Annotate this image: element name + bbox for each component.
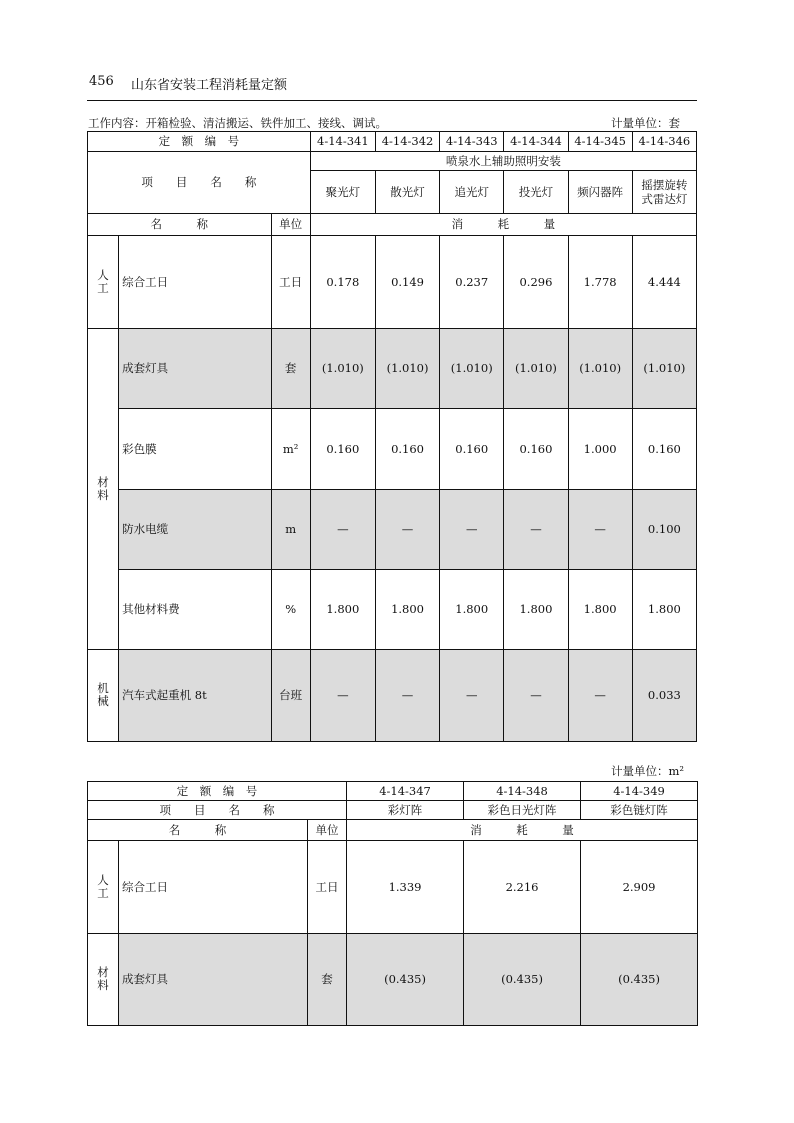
unit-col-header: 单位 xyxy=(271,214,310,236)
value-cell: 1.800 xyxy=(375,570,439,650)
value-cell: 0.160 xyxy=(310,409,375,490)
item-name-label: 项 目 名 称 xyxy=(88,801,347,820)
code-cell: 4-14-349 xyxy=(581,782,698,801)
work-content: 工作内容：开箱检验、清洁搬运、铁件加工、接线、调试。 xyxy=(88,116,387,130)
value-cell: (0.435) xyxy=(347,934,464,1026)
category-material xyxy=(88,329,119,650)
value-cell: (0.435) xyxy=(581,934,698,1026)
value-cell: 0.160 xyxy=(504,409,568,490)
unit-label-bottom: 计量单位：m² xyxy=(610,764,684,778)
category-label: 机械 xyxy=(97,681,109,709)
code-cell: 4-14-346 xyxy=(632,132,696,152)
consumption-header: 消 耗 量 xyxy=(347,820,698,841)
code-cell: 4-14-343 xyxy=(440,132,504,152)
value-cell: — xyxy=(568,490,632,570)
value-cell: 0.160 xyxy=(375,409,439,490)
value-cell: — xyxy=(375,490,439,570)
value-cell: (1.010) xyxy=(375,329,439,409)
value-cell: 0.160 xyxy=(632,409,696,490)
code-cell: 4-14-348 xyxy=(464,782,581,801)
item-name-cell: 追光灯 xyxy=(440,171,504,214)
value-cell: (0.435) xyxy=(464,934,581,1026)
unit-label-top: 计量单位：套 xyxy=(611,116,680,130)
value-cell: 1.800 xyxy=(632,570,696,650)
value-cell: — xyxy=(440,490,504,570)
category-labor xyxy=(88,841,119,934)
value-cell: — xyxy=(310,650,375,742)
header-rule xyxy=(87,100,697,101)
machine-unit: 台班 xyxy=(271,650,310,742)
category-machine xyxy=(88,650,119,742)
material-name: 其他材料费 xyxy=(119,570,271,650)
page-header xyxy=(87,70,697,100)
value-cell: (1.010) xyxy=(568,329,632,409)
material-unit: m xyxy=(271,490,310,570)
code-cell: 4-14-347 xyxy=(347,782,464,801)
name-col-header: 名 称 xyxy=(88,820,308,841)
quota-no-label: 定 额 编 号 xyxy=(88,782,347,801)
name-col-header: 名 称 xyxy=(88,214,272,236)
item-name-label: 项 目 名 称 xyxy=(88,152,311,214)
value-cell: 1.800 xyxy=(310,570,375,650)
labor-unit: 工日 xyxy=(308,841,347,934)
item-name-cell: 聚光灯 xyxy=(310,171,375,214)
value-cell: 0.033 xyxy=(632,650,696,742)
labor-name: 综合工日 xyxy=(119,841,308,934)
value-cell: 0.160 xyxy=(440,409,504,490)
value-cell: 2.909 xyxy=(581,841,698,934)
category-material xyxy=(88,934,119,1026)
value-cell: — xyxy=(568,650,632,742)
material-unit: m² xyxy=(271,409,310,490)
value-cell: 1.778 xyxy=(568,236,632,329)
category-label: 材料 xyxy=(97,965,109,993)
page-number: 456 xyxy=(89,74,114,89)
value-cell: — xyxy=(504,490,568,570)
item-name-cell: 彩色日光灯阵 xyxy=(464,801,581,820)
value-cell: — xyxy=(375,650,439,742)
quota-table-2 xyxy=(87,781,698,1026)
item-name-cell: 散光灯 xyxy=(375,171,439,214)
code-cell: 4-14-341 xyxy=(310,132,375,152)
value-cell: (1.010) xyxy=(504,329,568,409)
material-unit: 套 xyxy=(308,934,347,1026)
group-title: 喷泉水上辅助照明安装 xyxy=(310,152,696,171)
material-name: 成套灯具 xyxy=(119,934,308,1026)
code-cell: 4-14-342 xyxy=(375,132,439,152)
material-unit: 套 xyxy=(271,329,310,409)
code-cell: 4-14-345 xyxy=(568,132,632,152)
unit-col-header: 单位 xyxy=(308,820,347,841)
item-name-cell: 彩灯阵 xyxy=(347,801,464,820)
value-cell: 1.800 xyxy=(568,570,632,650)
quota-table-1 xyxy=(87,131,697,742)
material-name: 成套灯具 xyxy=(119,329,271,409)
code-cell: 4-14-344 xyxy=(504,132,568,152)
value-cell: 1.000 xyxy=(568,409,632,490)
item-name-cell: 摇摆旋转式雷达灯 xyxy=(632,171,696,214)
value-cell: 0.100 xyxy=(632,490,696,570)
consumption-header: 消 耗 量 xyxy=(310,214,696,236)
machine-name: 汽车式起重机 8t xyxy=(119,650,271,742)
category-label: 人工 xyxy=(97,267,109,295)
labor-name: 综合工日 xyxy=(119,236,271,329)
item-name-cell: 频闪器阵 xyxy=(568,171,632,214)
value-cell: — xyxy=(440,650,504,742)
value-cell: 2.216 xyxy=(464,841,581,934)
category-label: 材料 xyxy=(97,474,109,502)
value-cell: 0.296 xyxy=(504,236,568,329)
value-cell: 0.237 xyxy=(440,236,504,329)
value-cell: 4.444 xyxy=(632,236,696,329)
value-cell: 0.178 xyxy=(310,236,375,329)
quota-no-label: 定 额 编 号 xyxy=(88,132,311,152)
value-cell: 1.800 xyxy=(440,570,504,650)
material-name: 防水电缆 xyxy=(119,490,271,570)
value-cell: (1.010) xyxy=(310,329,375,409)
value-cell: (1.010) xyxy=(440,329,504,409)
material-name: 彩色膜 xyxy=(119,409,271,490)
category-labor xyxy=(88,236,119,329)
labor-unit: 工日 xyxy=(271,236,310,329)
category-label: 人工 xyxy=(97,872,109,900)
item-name-cell: 投光灯 xyxy=(504,171,568,214)
value-cell: (1.010) xyxy=(632,329,696,409)
material-unit: % xyxy=(271,570,310,650)
value-cell: 0.149 xyxy=(375,236,439,329)
value-cell: 1.339 xyxy=(347,841,464,934)
book-title: 山东省安装工程消耗量定额 xyxy=(131,78,288,93)
value-cell: 1.800 xyxy=(504,570,568,650)
value-cell: — xyxy=(310,490,375,570)
value-cell: — xyxy=(504,650,568,742)
item-name-cell: 彩色链灯阵 xyxy=(581,801,698,820)
